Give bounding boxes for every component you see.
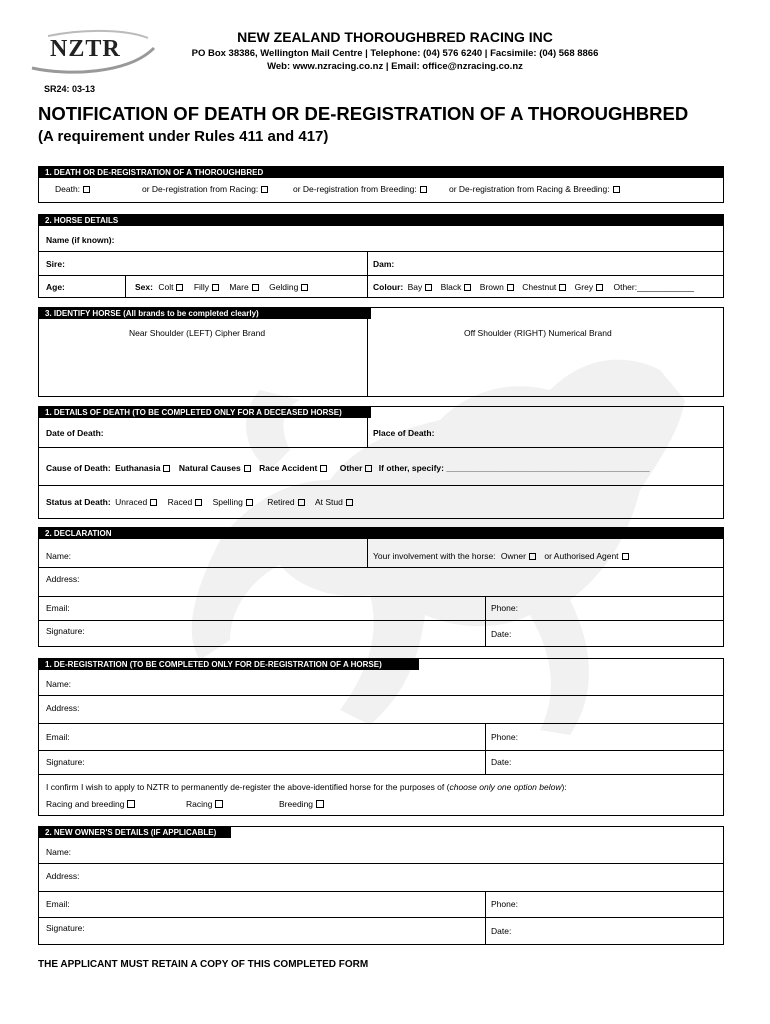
option-dereg-breeding[interactable]: or De-registration from Breeding:: [293, 184, 427, 194]
horse-name-label: Name (if known):: [46, 235, 115, 245]
new-owner-name-label: Name:: [46, 847, 72, 857]
colour-options[interactable]: Colour: Bay Black Brown Chestnut Grey Other:____________: [373, 282, 694, 292]
checkbox-icon[interactable]: [252, 284, 259, 291]
option-racing[interactable]: Racing: [186, 799, 223, 809]
dereg-signature-label: Signature:: [46, 757, 85, 767]
org-name: NEW ZEALAND THOROUGHBRED RACING INC: [237, 29, 553, 45]
contact-line-1: PO Box 38386, Wellington Mail Centre | Telephone: (04) 576 6240 | Facsimile: (04) 568 8866: [191, 48, 599, 59]
checkbox-icon[interactable]: [83, 186, 90, 193]
checkbox-icon[interactable]: [346, 499, 353, 506]
section-heading: 2. DECLARATION: [39, 528, 723, 539]
dereg-email-label: Email:: [46, 732, 70, 742]
section-heading: 1. DETAILS OF DEATH (TO BE COMPLETED ONLY FOR A DECEASED HORSE): [39, 407, 371, 418]
place-of-death-label: Place of Death:: [373, 428, 435, 438]
dereg-address-label: Address:: [46, 703, 80, 713]
section-declaration: [38, 527, 724, 647]
section-identify-horse: [38, 307, 724, 397]
date-of-death-label: Date of Death:: [46, 428, 104, 438]
section-heading: 2. HORSE DETAILS: [39, 215, 723, 226]
footer-note: THE APPLICANT MUST RETAIN A COPY OF THIS COMPLETED FORM: [38, 959, 369, 970]
involvement-options[interactable]: Your involvement with the horse: Owner or Authorised Agent: [373, 551, 629, 561]
right-brand-label: Off Shoulder (RIGHT) Numerical Brand: [464, 328, 612, 338]
new-owner-date-label: Date:: [491, 926, 512, 936]
checkbox-icon[interactable]: [301, 284, 308, 291]
page-title: NOTIFICATION OF DEATH OR DE-REGISTRATION OF A THOROUGHBRED: [38, 103, 689, 124]
option-breeding[interactable]: Breeding: [279, 799, 324, 809]
sire-label: Sire:: [46, 259, 65, 269]
declaration-email-label: Email:: [46, 603, 70, 613]
form-code: SR24: 03-13: [44, 84, 96, 94]
logo: NZTR: [50, 36, 121, 62]
page-subtitle: (A requirement under Rules 411 and 417): [38, 128, 329, 145]
option-death[interactable]: Death:: [55, 184, 90, 194]
declaration-phone-label: Phone:: [491, 603, 518, 613]
declaration-address-label: Address:: [46, 574, 80, 584]
checkbox-icon[interactable]: [613, 186, 620, 193]
section-new-owner: [38, 826, 724, 945]
checkbox-icon[interactable]: [596, 284, 603, 291]
declaration-signature-label: Signature:: [46, 626, 85, 636]
section-heading: 1. DE-REGISTRATION (TO BE COMPLETED ONLY FOR DE-REGISTRATION OF A HORSE): [39, 659, 419, 670]
section-heading: 1. DEATH OR DE-REGISTRATION OF A THOROUGHBRED: [39, 167, 723, 178]
sex-options[interactable]: Sex: Colt Filly Mare Gelding: [135, 282, 308, 292]
left-brand-label: Near Shoulder (LEFT) Cipher Brand: [129, 328, 266, 338]
cause-of-death[interactable]: Cause of Death: Euthanasia Natural Causes Race Accident Other If other, specify: ___________________________________________: [46, 463, 650, 473]
dereg-name-label: Name:: [46, 679, 72, 689]
checkbox-icon[interactable]: [298, 499, 305, 506]
checkbox-icon[interactable]: [420, 186, 427, 193]
declaration-date-label: Date:: [491, 629, 512, 639]
checkbox-icon[interactable]: [316, 800, 324, 808]
checkbox-icon[interactable]: [529, 553, 536, 560]
checkbox-icon[interactable]: [176, 284, 183, 291]
section-heading: 2. NEW OWNER'S DETAILS (IF APPLICABLE): [39, 827, 231, 838]
contact-line-2: Web: www.nzracing.co.nz | Email: office@nzracing.co.nz: [267, 61, 523, 72]
checkbox-icon[interactable]: [507, 284, 514, 291]
checkbox-icon[interactable]: [261, 186, 268, 193]
dereg-phone-label: Phone:: [491, 732, 518, 742]
checkbox-icon[interactable]: [464, 284, 471, 291]
section-heading: 3. IDENTIFY HORSE (All brands to be completed clearly): [39, 308, 371, 319]
checkbox-icon[interactable]: [127, 800, 135, 808]
option-racing-and-breeding[interactable]: Racing and breeding: [46, 799, 135, 809]
checkbox-icon[interactable]: [150, 499, 157, 506]
new-owner-phone-label: Phone:: [491, 899, 518, 909]
section-details-of-death: [38, 406, 724, 519]
section-horse-details: [38, 214, 724, 298]
option-dereg-racing[interactable]: or De-registration from Racing:: [142, 184, 268, 194]
new-owner-signature-label: Signature:: [46, 923, 85, 933]
section-death-or-dereg: [38, 166, 724, 203]
status-at-death[interactable]: Status at Death: Unraced Raced Spelling Retired At Stud: [46, 497, 353, 507]
option-dereg-both[interactable]: or De-registration from Racing & Breeding:: [449, 184, 620, 194]
checkbox-icon[interactable]: [365, 465, 372, 472]
checkbox-icon[interactable]: [195, 499, 202, 506]
new-owner-email-label: Email:: [46, 899, 70, 909]
checkbox-icon[interactable]: [244, 465, 251, 472]
checkbox-icon[interactable]: [212, 284, 219, 291]
checkbox-icon[interactable]: [425, 284, 432, 291]
checkbox-icon[interactable]: [559, 284, 566, 291]
checkbox-icon[interactable]: [163, 465, 170, 472]
dereg-confirm-text: I confirm I wish to apply to NZTR to permanently de-register the above-identified horse for the purposes of (choose only one option below):: [46, 782, 567, 792]
new-owner-address-label: Address:: [46, 871, 80, 881]
checkbox-icon[interactable]: [320, 465, 327, 472]
dereg-date-label: Date:: [491, 757, 512, 767]
checkbox-icon[interactable]: [215, 800, 223, 808]
declaration-name-label: Name:: [46, 551, 72, 561]
checkbox-icon[interactable]: [622, 553, 629, 560]
section-de-registration: [38, 658, 724, 816]
age-label: Age:: [46, 282, 65, 292]
dam-label: Dam:: [373, 259, 395, 269]
checkbox-icon[interactable]: [246, 499, 253, 506]
